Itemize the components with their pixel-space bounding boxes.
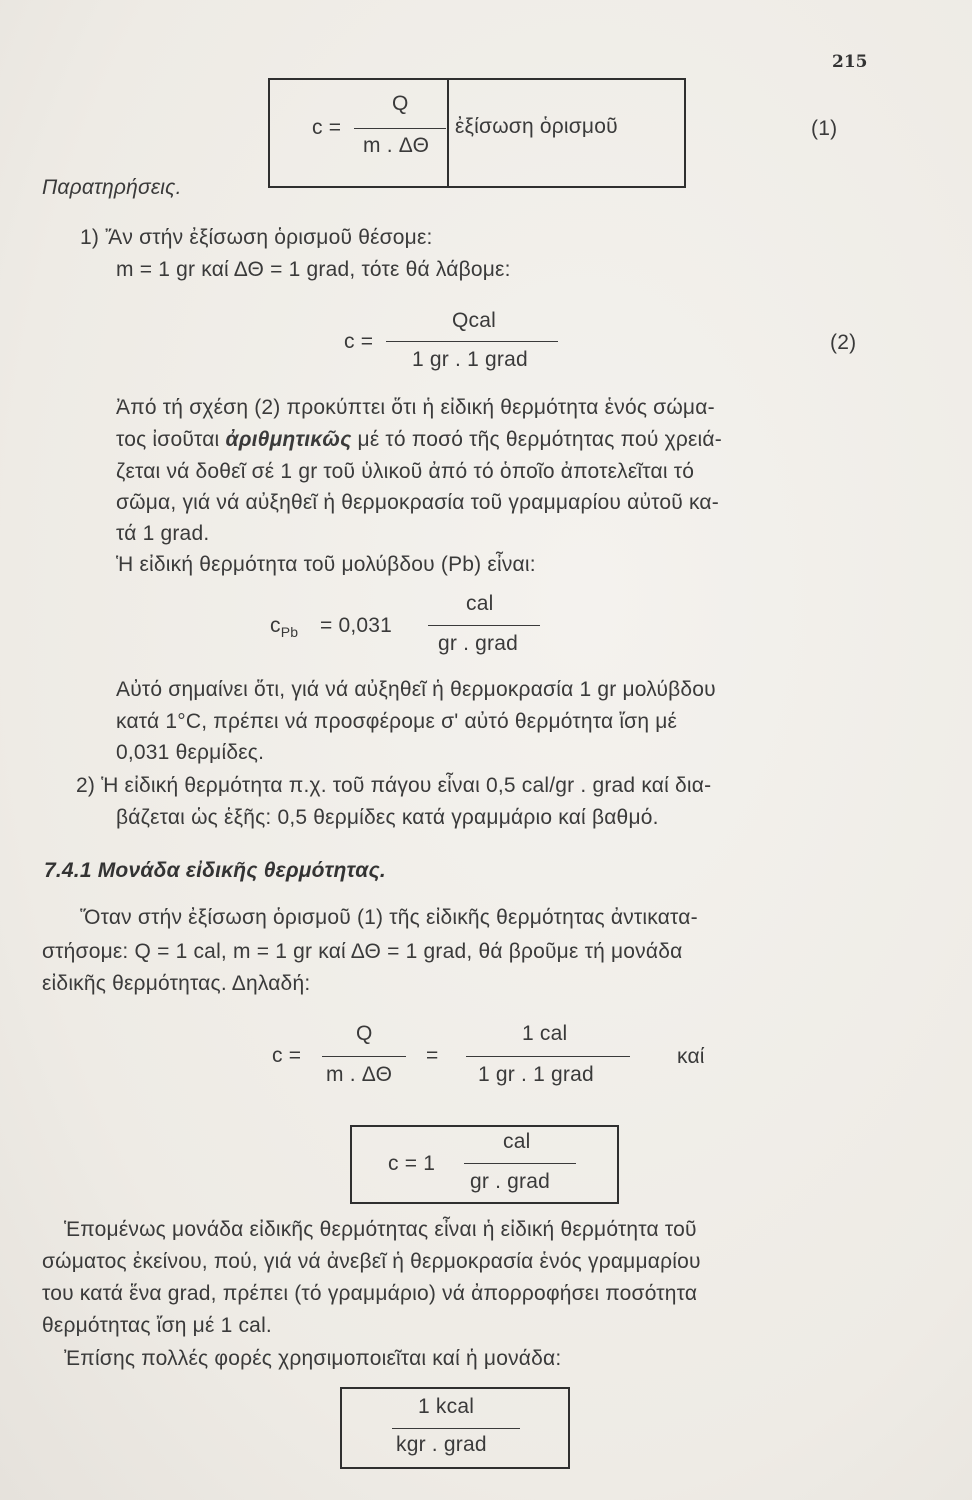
item1-para-l4: σῶμα, γιά νά αὐξηθεῖ ἡ θερμοκρασία τοῦ γραμμαρίου αὐτοῦ κα- bbox=[116, 491, 719, 514]
lead-value: = 0,031 bbox=[320, 614, 393, 637]
unit-box-c: c = 1 bbox=[388, 1152, 436, 1175]
item1-para-l5: τά 1 grad. bbox=[116, 522, 210, 545]
lead-fraction-bar bbox=[428, 625, 540, 626]
lead-subscript: Pb bbox=[280, 624, 299, 640]
page-number: 215 bbox=[832, 52, 868, 72]
def-numerator: Q bbox=[392, 92, 409, 115]
item1-line2: m = 1 gr καί ΔΘ = 1 grad, τότε θά λάβομε: bbox=[116, 258, 511, 281]
item2-line2: βάζεται ὡς ἑξῆς: 0,5 θερμίδες κατά γραμμάριο καί βαθμό. bbox=[116, 806, 659, 829]
f2-c-equals: c = bbox=[344, 330, 374, 353]
meaning-l2: κατά 1°C, πρέπει νά προσφέρομε σ' αὐτό θερμότητα ἴση μέ bbox=[116, 710, 678, 733]
section-p3: Ἐπίσης πολλές φορές χρησιμοποιεῖται καί ἡ μονάδα: bbox=[64, 1347, 562, 1370]
unit-box-denominator: gr . grad bbox=[470, 1170, 551, 1193]
section-p1-l3: εἰδικῆς θερμότητας. Δηλαδή: bbox=[42, 972, 311, 995]
f3-fraction-bar-1 bbox=[322, 1056, 406, 1057]
lead-c: c bbox=[270, 614, 281, 637]
item1-para-l3: ζεται νά δοθεῖ σέ 1 gr τοῦ ὑλικοῦ ἀπό τό ὁποῖο ἀποτελεῖται τό bbox=[116, 460, 695, 483]
def-label: ἐξίσωση ὁρισμοῦ bbox=[455, 115, 618, 138]
kcal-denominator: kgr . grad bbox=[396, 1433, 487, 1456]
emphasis-arithmetically: ἀριθμητικῶς bbox=[225, 428, 352, 451]
f3-den1: m . ΔΘ bbox=[326, 1063, 393, 1086]
f2-numerator: Qcal bbox=[452, 309, 496, 332]
f3-kai: καί bbox=[677, 1045, 705, 1068]
f3-num1: Q bbox=[356, 1022, 373, 1045]
def-denominator: m . ΔΘ bbox=[363, 134, 430, 157]
def-fraction-bar bbox=[354, 128, 446, 129]
meaning-l1: Αὐτό σημαίνει ὅτι, γιά νά αὐξηθεῖ ἡ θερμοκρασία 1 gr μολύβδου bbox=[116, 678, 716, 701]
f3-num2: 1 cal bbox=[522, 1022, 568, 1045]
observations-heading: Παρατηρήσεις. bbox=[42, 176, 182, 199]
f2-denominator: 1 gr . 1 grad bbox=[412, 348, 528, 371]
lead-numerator: cal bbox=[466, 592, 494, 615]
lead-denominator: gr . grad bbox=[438, 632, 519, 655]
f2-fraction-bar bbox=[386, 341, 558, 342]
section-p1-l1: Ὅταν στήν ἐξίσωση ὁρισμοῦ (1) τῆς εἰδικῆς θερμότητας ἀντικατα- bbox=[80, 906, 698, 929]
definition-box-divider bbox=[447, 80, 449, 186]
unit-box-fraction-bar bbox=[464, 1163, 576, 1164]
section-p2-l1: Ἑπομένως μονάδα εἰδικῆς θερμότητας εἶναι ἡ εἰδική θερμότητα τοῦ bbox=[64, 1218, 697, 1241]
lead-c-symbol bbox=[270, 614, 298, 640]
section-p2-l3: του κατά ἕνα grad, πρέπει (τό γραμμάριο) νά ἀπορροφήσει ποσότητα bbox=[42, 1282, 698, 1305]
item1-para-l2-a: τος ἰσοῦται bbox=[116, 428, 220, 451]
item2-line1: 2) Ἡ εἰδική θερμότητα π.χ. τοῦ πάγου εἶναι 0,5 cal/gr . grad καί δια- bbox=[76, 774, 712, 797]
eq-number-1: (1) bbox=[811, 117, 838, 140]
item1-line1: 1) Ἄν στήν ἐξίσωση ὁρισμοῦ θέσομε: bbox=[80, 226, 433, 249]
eq-number-2: (2) bbox=[830, 331, 857, 354]
def-c-equals: c = bbox=[312, 116, 342, 139]
unit-box-numerator: cal bbox=[503, 1130, 531, 1153]
section-heading: 7.4.1 Μονάδα εἰδικῆς θερμότητας. bbox=[44, 859, 386, 882]
f3-equals: = bbox=[426, 1044, 439, 1067]
section-p1-l2: στήσομε: Q = 1 cal, m = 1 gr καί ΔΘ = 1 grad, θά βροῦμε τή μονάδα bbox=[42, 940, 683, 963]
section-p2-l4: θερμότητας ἴση μέ 1 cal. bbox=[42, 1314, 272, 1337]
lead-line: Ἡ εἰδική θερμότητα τοῦ μολύβδου (Pb) εἶναι: bbox=[116, 553, 536, 576]
item1-para-l2 bbox=[116, 428, 722, 452]
meaning-l3: 0,031 θερμίδες. bbox=[116, 741, 265, 764]
item1-para-l1: Ἀπό τή σχέση (2) προκύπτει ὅτι ἡ εἰδική θερμότητα ἑνός σώμα- bbox=[116, 396, 715, 419]
item1-para-l2-c: μέ τό ποσό τῆς θερμότητας πού χρειά- bbox=[357, 428, 722, 451]
section-p2-l2: σώματος ἐκείνου, πού, γιά νά ἀνεβεῖ ἡ θερμοκρασία ἑνός γραμμαρίου bbox=[42, 1250, 701, 1273]
f3-fraction-bar-2 bbox=[466, 1056, 630, 1057]
kcal-fraction-bar bbox=[392, 1428, 520, 1429]
f3-den2: 1 gr . 1 grad bbox=[478, 1063, 594, 1086]
f3-c-equals: c = bbox=[272, 1044, 302, 1067]
kcal-numerator: 1 kcal bbox=[418, 1395, 475, 1418]
